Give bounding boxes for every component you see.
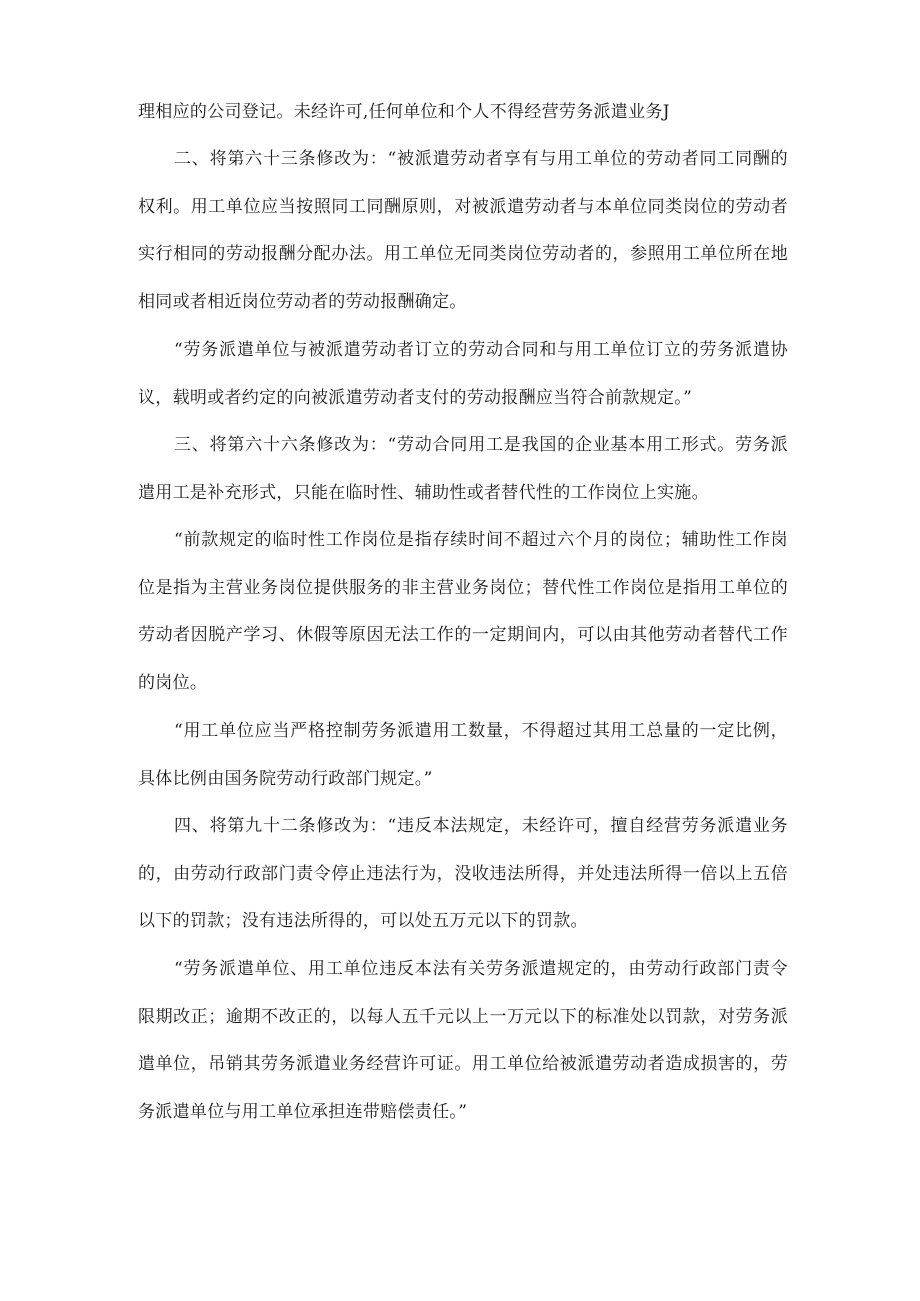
paragraph-6: “用工单位应当严格控制劳务派遣用工数量，不得超过其用工总量的一定比例，具体比例由国务院劳动行政部门规定。” [138,721,788,789]
paragraph-2: 二、将第六十三条修改为：“被派遣劳动者享有与用工单位的劳动者同工同酬的权利。用工单位应当按照同工同酬原则，对被派遣劳动者与本单位同类岗位的劳动者实行相同的劳动报酬分配办法。用工单位无同类岗位劳动者的，参照用工单位所在地相同或者相近岗位劳动者的劳动报酬确定。 [138,149,788,312]
paragraph-8: “劳务派遣单位、用工单位违反本法有关劳务派遣规定的，由劳动行政部门责令限期改正；逾期不改正的，以每人五千元以上一万元以下的标准处以罚款，对劳务派遣单位，吊销其劳务派遣业务经营许可证。用工单位给被派遣劳动者造成损害的，劳务派遣单位与用工单位承担连带赔偿责任。” [138,959,788,1122]
paragraph-4: 三、将第六十六条修改为：“劳动合同用工是我国的企业基本用工形式。劳务派遣用工是补充形式，只能在临时性、辅助性或者替代性的工作岗位上实施。 [138,435,788,503]
paragraph-1: 理相应的公司登记。未经许可,任何单位和个人不得经营劳务派遣业务J [138,102,670,122]
paragraph-7: 四、将第九十二条修改为：“违反本法规定，未经许可，擅自经营劳务派遣业务的，由劳动行政部门责令停止违法行为，没收违法所得，并处违法所得一倍以上五倍以下的罚款；没有违法所得的，可以处五万元以下的罚款。 [138,816,788,931]
paragraph-5: “前款规定的临时性工作岗位是指存续时间不超过六个月的岗位；辅助性工作岗位是指为主营业务岗位提供服务的非主营业务岗位；替代性工作岗位是指用工单位的劳动者因脱产学习、休假等原因无法工作的一定期间内，可以由其他劳动者替代工作的岗位。 [138,530,788,693]
paragraph-3: “劳务派遣单位与被派遣劳动者订立的劳动合同和与用工单位订立的劳务派遣协议，载明或者约定的向被派遣劳动者支付的劳动报酬应当符合前款规定。” [138,340,788,408]
